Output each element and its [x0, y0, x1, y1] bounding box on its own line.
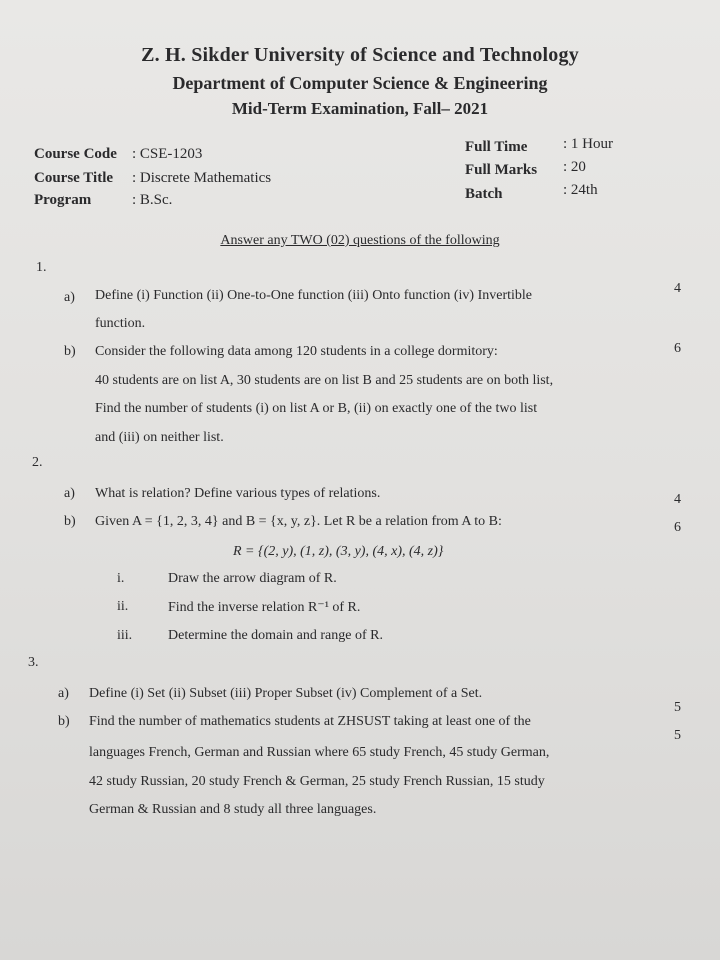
- course-title-value: : Discrete Mathematics: [132, 170, 272, 186]
- q2b-sub-ii-label: ii.: [117, 599, 129, 614]
- question-3-number: 3.: [28, 655, 39, 670]
- q1a-line-2: function.: [95, 316, 146, 331]
- q3a-marks: 5: [674, 700, 681, 715]
- instruction: Answer any TWO (02) questions of the following: [220, 233, 500, 248]
- q3b-line-4: German & Russian and 8 study all three languages.: [89, 802, 377, 817]
- program-value: : B.Sc.: [132, 192, 173, 208]
- q2a-marks: 4: [674, 492, 681, 507]
- q1b-line-4: and (iii) on neither list.: [95, 430, 224, 445]
- question-2-number: 2.: [32, 455, 43, 470]
- university-name: Z. H. Sikder University of Science and Technology: [141, 44, 579, 66]
- q1a-line-1: Define (i) Function (ii) One-to-One function (iii) Onto function (iv) Invertible: [95, 288, 532, 303]
- course-code-label: Course Code: [34, 146, 117, 162]
- batch-label: Batch: [465, 186, 503, 202]
- full-marks-value: : 20: [563, 159, 586, 175]
- q1b-marks: 6: [674, 341, 681, 356]
- q2b-sub-i-text: Draw the arrow diagram of R.: [168, 571, 337, 586]
- q1a-label: a): [64, 290, 75, 305]
- exam-title: Mid-Term Examination, Fall– 2021: [231, 99, 489, 118]
- q1a-marks: 4: [674, 281, 681, 296]
- q3b-line-3: 42 study Russian, 20 study French & German, 25 study French Russian, 15 study: [89, 774, 545, 789]
- q1b-line-1: Consider the following data among 120 students in a college dormitory:: [95, 344, 498, 359]
- q2a-label: a): [64, 486, 75, 501]
- q2b-sub-iii-label: iii.: [117, 628, 133, 643]
- q3b-line-2: languages French, German and Russian where 65 study French, 45 study German,: [89, 745, 550, 760]
- q2b-sub-ii-text: Find the inverse relation R⁻¹ of R.: [168, 600, 361, 615]
- q1b-label: b): [64, 344, 76, 359]
- q3a-line-1: Define (i) Set (ii) Subset (iii) Proper Subset (iv) Complement of a Set.: [89, 686, 483, 701]
- q3a-label: a): [58, 686, 69, 701]
- q2b-marks: 6: [674, 520, 681, 535]
- batch-value: : 24th: [563, 182, 598, 198]
- q3b-line-1: Find the number of mathematics students at ZHSUST taking at least one of the: [89, 714, 531, 729]
- q2b-sub-i-label: i.: [117, 571, 125, 586]
- department-name: Department of Computer Science & Engineering: [172, 73, 548, 93]
- q3b-marks: 5: [674, 728, 681, 743]
- q1b-line-2: 40 students are on list A, 30 students are on list B and 25 students are on both list,: [95, 373, 554, 388]
- full-time-value: : 1 Hour: [563, 136, 613, 152]
- q2b-line-1: Given A = {1, 2, 3, 4} and B = {x, y, z}. Let R be a relation from A to B:: [95, 514, 502, 529]
- q3b-label: b): [58, 714, 70, 729]
- q2b-sub-iii-text: Determine the domain and range of R.: [168, 628, 383, 643]
- relation-equation: R = {(2, y), (1, z), (3, y), (4, x), (4, z)}: [233, 544, 444, 559]
- q1b-line-3: Find the number of students (i) on list A or B, (ii) on exactly one of the two list: [95, 401, 538, 416]
- question-1-number: 1.: [36, 260, 47, 275]
- q2b-label: b): [64, 514, 76, 529]
- q2a-line-1: What is relation? Define various types of relations.: [95, 486, 381, 501]
- full-time-label: Full Time: [465, 139, 528, 155]
- full-marks-label: Full Marks: [465, 162, 538, 178]
- course-code-value: : CSE-1203: [132, 146, 203, 162]
- course-title-label: Course Title: [34, 170, 114, 186]
- program-label: Program: [34, 192, 92, 208]
